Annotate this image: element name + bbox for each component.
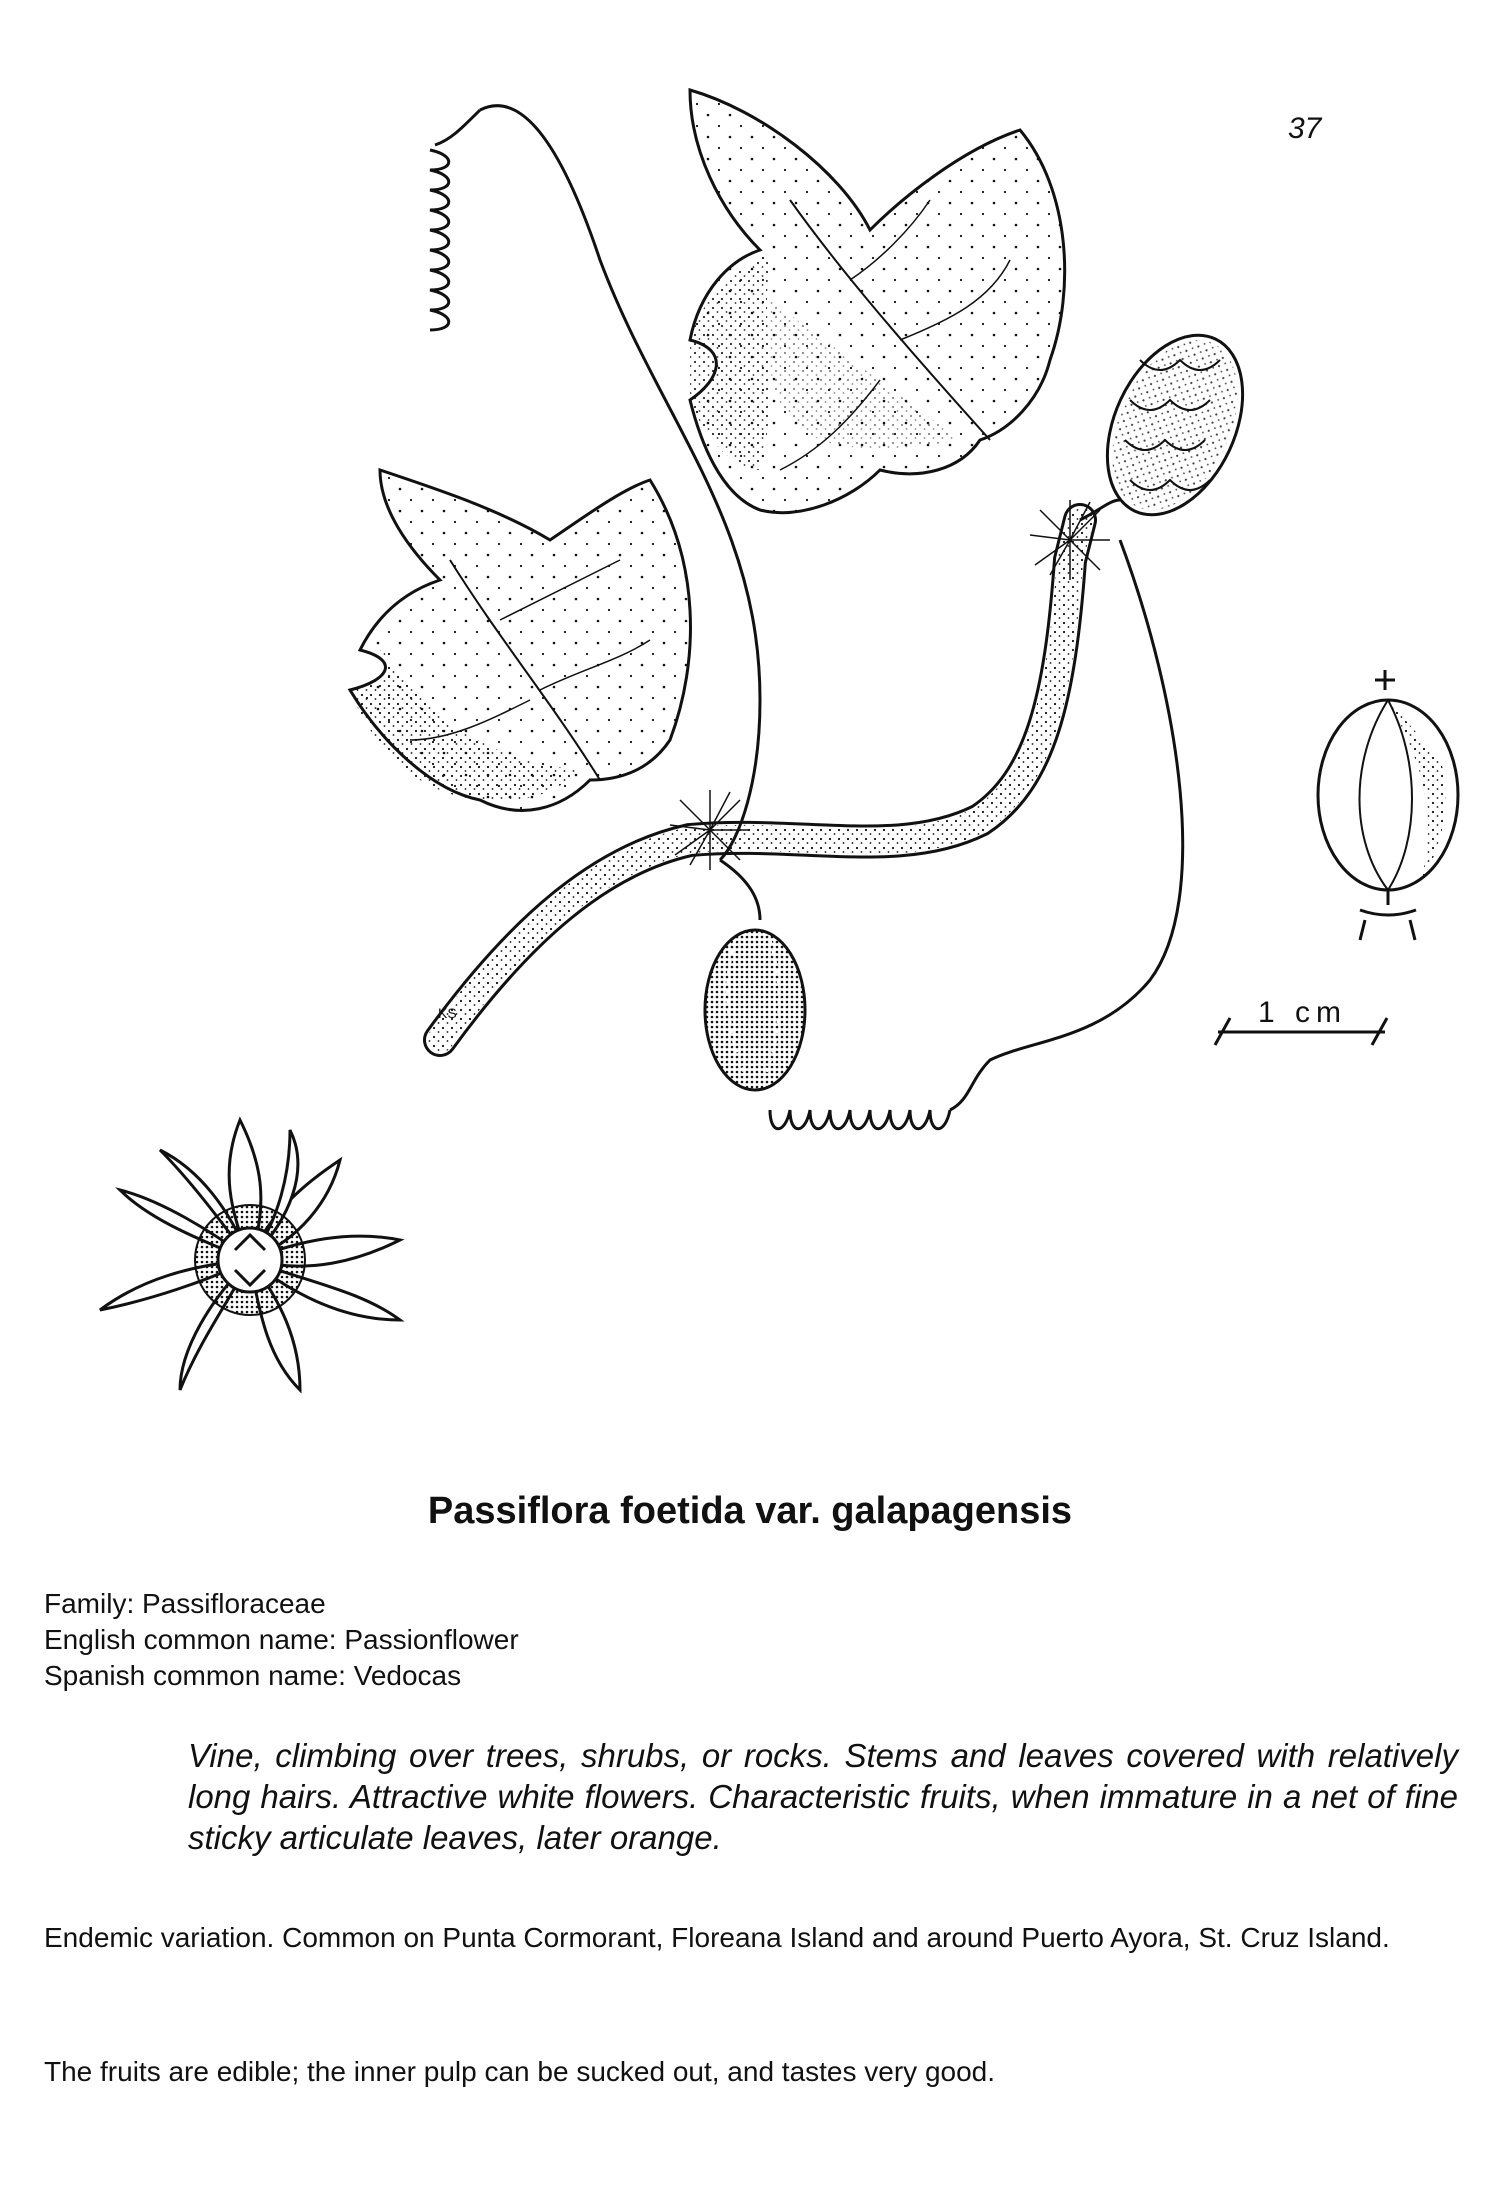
artist-initials: KS — [438, 1005, 457, 1021]
lower-leaf-drawing — [350, 470, 690, 810]
netted-fruit-drawing — [1080, 314, 1270, 537]
lower-fruit-drawing — [705, 860, 805, 1090]
flower-drawing — [100, 1120, 400, 1390]
species-meta — [44, 1586, 519, 1694]
edibility-note: The fruits are edible; the inner pulp can be sucked out, and tastes very good. — [44, 2056, 996, 2087]
scale-bar — [1215, 996, 1387, 1045]
upper-leaf-drawing — [690, 90, 1065, 513]
spanish-name-line: Spanish common name: Vedocas — [44, 1660, 462, 1691]
species-title: Passiflora foetida var. galapagensis — [427, 1490, 1073, 1532]
english-name-line: English common name: Passionflower — [44, 1624, 519, 1655]
page-number: 37 — [1288, 112, 1322, 145]
fruit-detail-drawing — [1318, 670, 1458, 940]
family-line: Family: Passifloraceae — [44, 1588, 326, 1619]
species-description: Vine, climbing over trees, shrubs, or rocks. Stems and leaves covered with relatively long hairs. Attractive white flowers. Characteristic fruits, when immature in a net of fine sticky articulate leaves, later orange. — [188, 1737, 1458, 1856]
scale-bar-label: 1 cm — [1258, 996, 1348, 1029]
distribution-note: Endemic variation. Common on Punta Cormorant, Floreana Island and around Puerto Ayora, St. Cruz Island. — [44, 1922, 1390, 1953]
